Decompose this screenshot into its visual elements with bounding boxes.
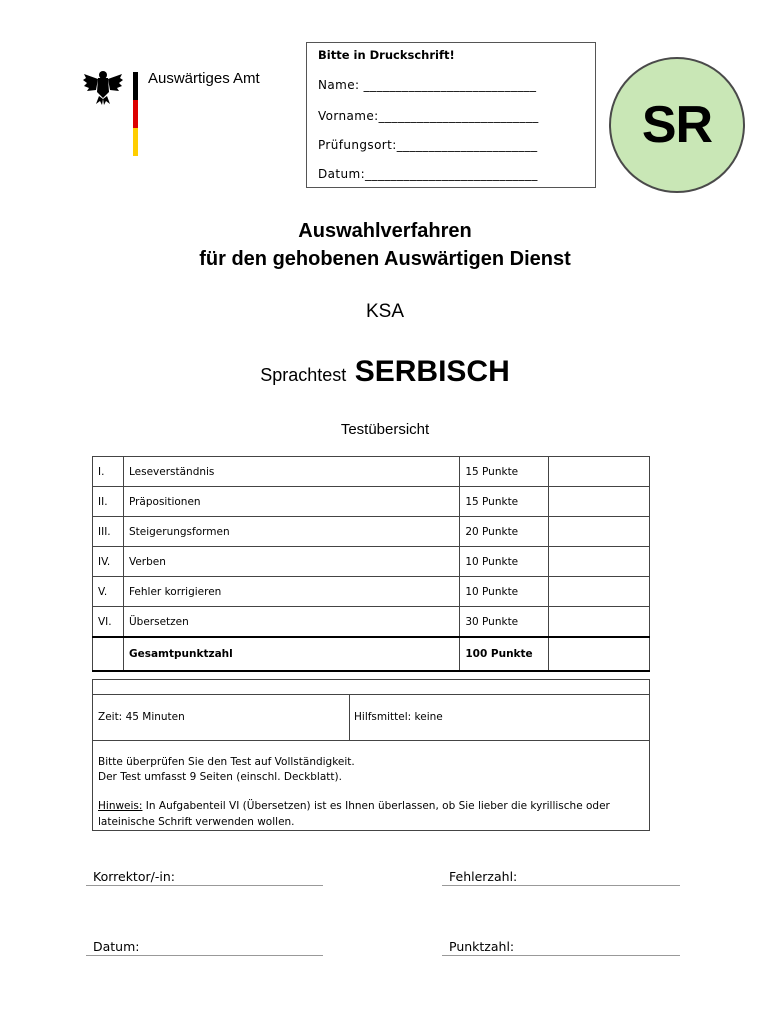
datum-line[interactable]: [86, 955, 323, 956]
table-row: [93, 517, 650, 547]
table-row: [93, 577, 650, 607]
vorname-field[interactable]: Vorname:_________________________: [318, 109, 539, 123]
row-num: IV.: [93, 547, 124, 577]
row-num: VI.: [93, 607, 124, 638]
row-points: 10 Punkte: [460, 577, 549, 607]
row-num: II.: [93, 487, 124, 517]
score-cell[interactable]: [549, 607, 650, 638]
row-num: I.: [93, 457, 124, 487]
completeness-note: Bitte überprüfen Sie den Test auf Vollständigkeit.: [98, 756, 355, 768]
table-row: [93, 607, 650, 638]
row-points: 20 Punkte: [460, 517, 549, 547]
page-title-line2: für den gehobenen Auswärtigen Dienst: [199, 248, 571, 270]
table-row: [93, 487, 650, 517]
row-name: Leseverständnis: [123, 457, 459, 487]
datum-label: Datum:: [93, 939, 140, 954]
table-row: [93, 547, 650, 577]
hinweis-label: Hinweis:: [98, 800, 143, 812]
score-cell[interactable]: [549, 487, 650, 517]
row-points: 10 Punkte: [460, 547, 549, 577]
language-badge: [609, 57, 745, 193]
language-name: SERBISCH: [354, 355, 510, 388]
aids-info: Hilfsmittel: keine: [354, 711, 443, 723]
row-points: 30 Punkte: [460, 607, 549, 638]
total-label: Gesamtpunktzahl: [123, 637, 459, 671]
sprachtest-label: Sprachtest: [260, 365, 347, 385]
total-points: 100 Punkte: [460, 637, 549, 671]
name-field[interactable]: Name: ___________________________: [318, 78, 537, 92]
overview-title: Testübersicht: [340, 421, 430, 438]
row-name: Steigerungsformen: [123, 517, 459, 547]
hinweis-text: In Aufgabenteil VI (Übersetzen) ist es Ihnen überlassen, ob Sie lieber die kyrillische oder: [142, 800, 610, 812]
divider: [93, 694, 649, 695]
row-num: III.: [93, 517, 124, 547]
german-flag-bar: [133, 72, 138, 156]
total-num: [93, 637, 124, 671]
score-cell[interactable]: [549, 577, 650, 607]
divider: [93, 740, 649, 741]
score-cell[interactable]: [549, 547, 650, 577]
time-info: Zeit: 45 Minuten: [98, 711, 185, 723]
logo-text: Auswärtiges Amt: [148, 70, 260, 87]
row-points: 15 Punkte: [460, 487, 549, 517]
fehlerzahl-label: Fehlerzahl:: [449, 869, 518, 884]
ksa-label: KSA: [365, 301, 405, 322]
score-cell[interactable]: [549, 457, 650, 487]
datum-field[interactable]: Datum:___________________________: [318, 167, 538, 181]
row-points: 15 Punkte: [460, 457, 549, 487]
hinweis-note: [98, 800, 610, 812]
row-name: Verben: [123, 547, 459, 577]
punktzahl-label: Punktzahl:: [449, 939, 515, 954]
pruefungsort-field[interactable]: Prüfungsort:______________________: [318, 138, 538, 152]
divider: [349, 695, 350, 740]
korrektor-label: Korrektor/-in:: [93, 869, 175, 884]
punktzahl-line[interactable]: [442, 955, 680, 956]
name-box: [306, 42, 596, 188]
total-score-cell[interactable]: [549, 637, 650, 671]
language-badge-text: SR: [641, 96, 713, 154]
score-cell[interactable]: [549, 517, 650, 547]
page-title-line1: Auswahlverfahren: [298, 220, 472, 242]
sprachtest-heading: [0, 355, 770, 389]
row-name: Präpositionen: [123, 487, 459, 517]
federal-eagle-icon: [82, 68, 124, 106]
test-overview-table: [92, 456, 650, 672]
page-count-note: Der Test umfasst 9 Seiten (einschl. Deckblatt).: [98, 771, 342, 783]
namebox-header: Bitte in Druckschrift!: [318, 48, 455, 62]
row-num: V.: [93, 577, 124, 607]
total-row: [93, 637, 650, 671]
korrektor-line[interactable]: [86, 885, 323, 886]
hinweis-text-2: lateinische Schrift verwenden wollen.: [98, 816, 295, 828]
info-box: [92, 679, 650, 831]
row-name: Übersetzen: [123, 607, 459, 638]
fehlerzahl-line[interactable]: [442, 885, 680, 886]
row-name: Fehler korrigieren: [123, 577, 459, 607]
table-row: [93, 457, 650, 487]
